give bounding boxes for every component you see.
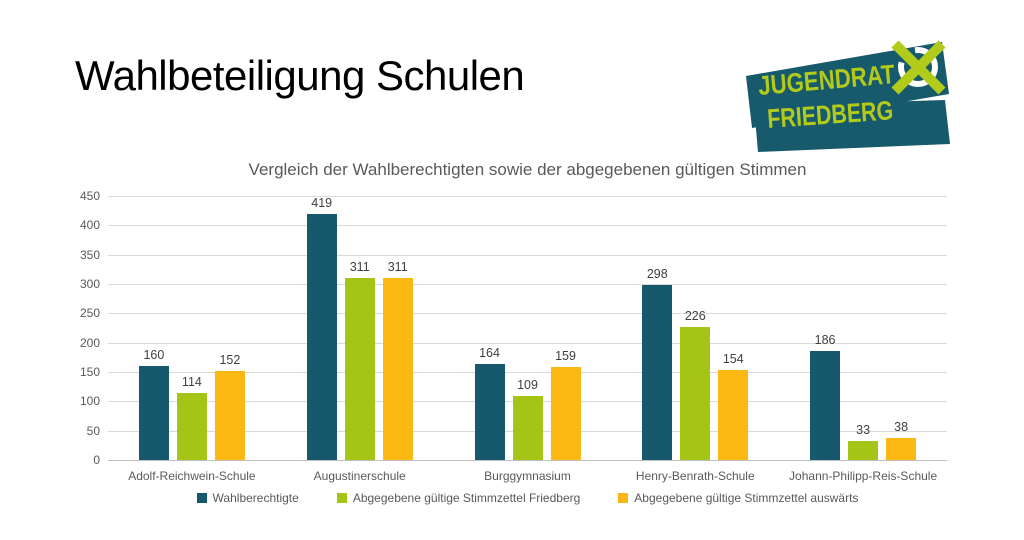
legend-swatch-icon [197, 493, 207, 503]
bar-value-label: 160 [143, 348, 165, 363]
bar [886, 438, 916, 460]
y-axis-tick-label: 350 [79, 247, 100, 262]
legend-item [618, 491, 858, 505]
plot-area [79, 189, 947, 483]
page-title: Wahlbeteiligung Schulen [75, 52, 525, 99]
bar-value-label: 164 [479, 345, 500, 360]
logo-text-line2: FRIEDBERG [766, 92, 928, 134]
y-axis-tick-label: 150 [79, 365, 100, 379]
logo-graphic [742, 34, 962, 156]
y-axis-tick-label: 450 [79, 189, 100, 203]
chart-title: Vergleich der Wahlberechtigten sowie der abgegebenen gültigen Stimmen [248, 160, 807, 179]
bar [848, 441, 878, 460]
bar [215, 371, 245, 460]
bar-value-label: 298 [646, 267, 668, 282]
bar [177, 393, 207, 460]
bar [345, 278, 375, 460]
bar-value-label: 226 [684, 309, 706, 324]
bar [513, 396, 543, 460]
x-axis-category-label: Augustinerschule [313, 469, 406, 483]
legend-label: Abgegebene gültige Stimmzettel Friedberg [352, 491, 581, 505]
legend-swatch-icon [618, 493, 628, 503]
grid-line [108, 313, 947, 314]
grid-line [108, 196, 947, 197]
legend-item [337, 491, 580, 505]
bar-value-label: 159 [555, 348, 576, 363]
bar [307, 214, 337, 460]
bar [718, 370, 748, 460]
bar-value-label: 311 [387, 259, 408, 274]
legend-label: Wahlberechtigte [212, 491, 299, 505]
y-axis-tick-label: 200 [79, 335, 100, 350]
grid-line [108, 225, 947, 226]
logo-text-line1: JUGENDRAT [756, 56, 925, 101]
y-axis-tick-label: 400 [79, 218, 100, 233]
bar-value-label: 186 [814, 332, 836, 347]
bar [383, 278, 413, 460]
bar-value-label: 419 [311, 196, 333, 211]
legend-item [197, 491, 299, 505]
y-axis-tick-label: 300 [79, 277, 100, 291]
bar-value-label: 38 [894, 419, 909, 434]
bar [810, 351, 840, 460]
legend [108, 491, 947, 505]
grid-line [108, 284, 947, 285]
y-axis-tick-label: 250 [79, 306, 100, 321]
y-axis-tick-label: 50 [86, 423, 100, 438]
legend-label: Abgegebene gültige Stimmzettel auswärts [634, 491, 859, 505]
x-axis-category-label: Henry-Benrath-Schule [635, 469, 755, 483]
x-axis-category-label: Johann-Philipp-Reis-Schule [789, 469, 938, 483]
bar-value-label: 33 [856, 422, 871, 437]
grid-line [108, 255, 947, 256]
bar-value-label: 154 [722, 351, 744, 366]
y-axis-tick-label: 0 [93, 453, 100, 467]
bar [680, 327, 710, 460]
y-axis-tick-label: 100 [79, 394, 100, 409]
jugendrat-friedberg-logo [742, 34, 962, 156]
bar-value-label: 152 [219, 352, 241, 367]
x-axis-category-label: Adolf-Reichwein-Schule [128, 469, 256, 483]
x-axis-line [108, 460, 947, 461]
legend-swatch-icon [337, 493, 347, 503]
x-axis-category-label: Burggymnasium [484, 469, 571, 483]
bar [551, 367, 581, 460]
bar-value-label: 114 [181, 375, 202, 390]
bar-value-label: 311 [349, 259, 370, 274]
bar-value-label: 109 [517, 378, 538, 393]
